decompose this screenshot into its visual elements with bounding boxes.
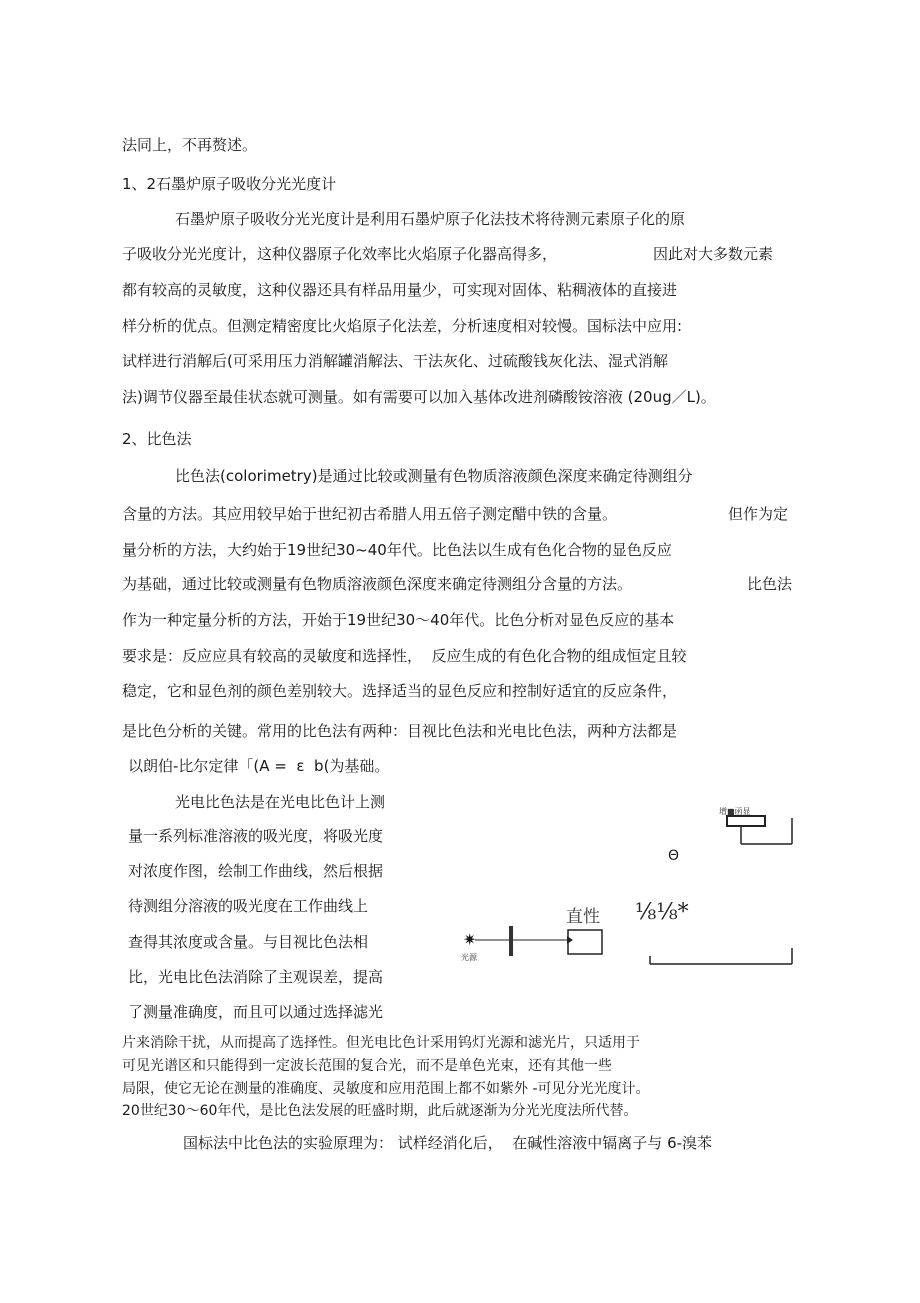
text-line: 含量的方法。其应用较早始于世纪初古希腊人用五倍子测定醋中铁的含量。 [122, 505, 618, 523]
diagram-drawing [455, 790, 805, 1010]
detector-label: 增■函显 [719, 807, 751, 816]
text-line: 光电比色法是在光电比色计上测 [175, 793, 386, 811]
text-line: 都有较高的灵敏度，这种仪器还具有样品用量少，可实现对固体、粘稠液体的直接进 [122, 281, 678, 299]
light-source-label: 光源 [461, 953, 477, 962]
text-line: 稳定，它和显色剂的颜色差别较大。选择适当的显色反应和控制好适宜的反应条件， [122, 682, 678, 700]
text-line: 比色法(colorimetry)是通过比较或测量有色物质溶液颜色深度来确定待测组分 [175, 467, 693, 485]
diagram-label: 直性 [566, 907, 600, 927]
text-line: 比色法 [747, 575, 793, 593]
text-line: 20世纪30～60年代，是比色法发展的旺盛时期，此后就逐渐为分光光度法所代替。 [122, 1103, 638, 1119]
text-line: 作为一种定量分析的方法，开始于19世纪30～40年代。比色分析对显色反应的基本 [122, 611, 675, 629]
text-line: 但作为定 [728, 505, 789, 523]
text-line: 子吸收分光光度计，这种仪器原子化效率比火焰原子化器高得多， [122, 245, 558, 263]
text-line: 局限，使它无论在测量的准确度、灵敏度和应用范围上都不如紫外 -可见分光光度计。 [122, 1081, 650, 1097]
text-line: 查得其浓度或含量。与目视比色法相 [128, 933, 369, 951]
text-line: 比，光电比色法消除了主观误差，提高 [128, 968, 384, 986]
text-line: 要求是：反应应具有较高的灵敏度和选择性， 反应生成的有色化合物的组成恒定且较 [122, 647, 687, 665]
text-line: 以朗伯-比尔定律「(A = ε b(为基础。 [128, 757, 390, 775]
text-line: 国标法中比色法的实验原理为： 试样经消化后， 在碱性溶液中镉离子与 6-溴苯 [183, 1134, 713, 1152]
text-line: 石墨炉原子吸收分光光度计是利用石墨炉原子化法技术将待测元素原子化的原 [175, 210, 686, 228]
text-line: 因此对大多数元素 [653, 245, 774, 263]
cuvette-box [568, 930, 602, 954]
filter [509, 926, 513, 956]
text-line: 量一系列标准溶液的吸光度，将吸光度 [128, 827, 384, 845]
section-heading: 1、2石墨炉原子吸收分光光度计 [122, 175, 337, 193]
light-source-icon: ✷ [463, 930, 477, 949]
text-line: 对浓度作图，绘制工作曲线，然后根据 [128, 862, 384, 880]
text-line: 法同上，不再赘述。 [122, 136, 258, 154]
text-line: 可见光谱区和只能得到一定波长范围的复合光，而不是单色光束，还有其他一些 [122, 1058, 612, 1074]
meter-icon: Θ [668, 848, 680, 864]
text-line: 试样进行消解后(可采用压力消解罐消解法、干法灰化、过硫酸钱灰化法、湿式消解 [122, 352, 668, 370]
text-line: 量分析的方法，大约始于19世纪30~40年代。比色法以生成有色化合物的显色反应 [122, 541, 672, 559]
text-line: 为基础，通过比较或测量有色物质溶液颜色深度来确定待测组分含量的方法。 [122, 575, 633, 593]
text-line: 样分析的优点。但测定精密度比火焰原子化法差，分析速度相对较慢。国标法中应用: [122, 317, 683, 335]
text-line: 待测组分溶液的吸光度在工作曲线上 [128, 897, 369, 915]
text-line: 法)调节仪器至最佳状态就可测量。如有需要可以加入基体改进剂磷酸铵溶液 (20ug／L)。 [122, 388, 716, 406]
text-line: 了测量准确度，而且可以通过选择滤光 [128, 1003, 384, 1021]
text-line: 片来消除干扰，从而提高了选择性。但光电比色计采用钨灯光源和滤光片，只适用于 [122, 1035, 640, 1051]
figure-symbol: ⅛⅛* [635, 900, 689, 925]
text-line: 是比色分析的关键。常用的比色法有两种：目视比色法和光电比色法，两种方法都是 [122, 722, 678, 740]
section-heading: 2、比色法 [122, 430, 192, 448]
colorimeter-diagram [455, 790, 805, 1010]
